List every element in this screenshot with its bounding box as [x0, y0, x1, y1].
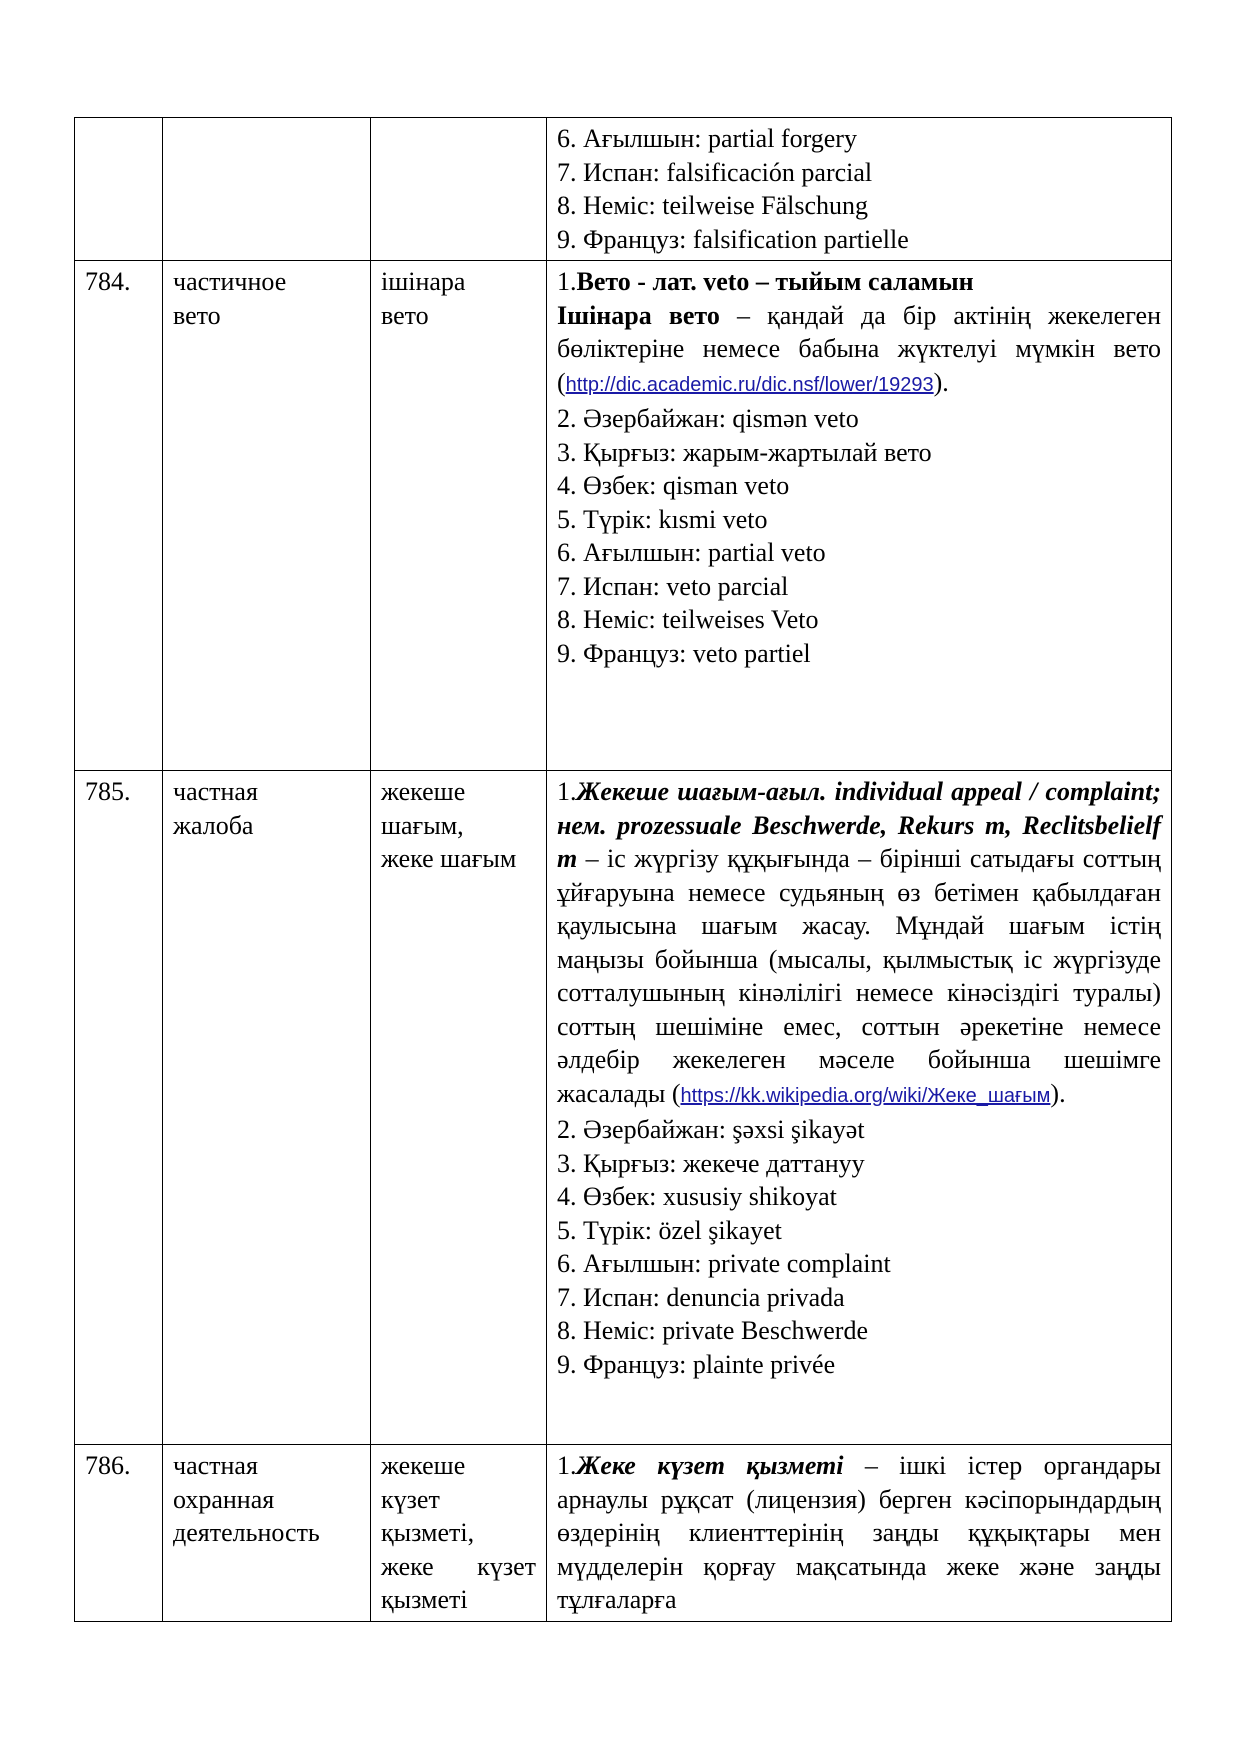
translation-line: 3. Қырғыз: жекече даттануу: [557, 1148, 865, 1178]
definition-heading: Жеке күзет қызметі: [576, 1451, 844, 1480]
definition-cell: [547, 1445, 1172, 1622]
definition-heading: Вето - лат. veto – тыйым саламын: [576, 267, 974, 296]
russian-term: частная жалоба: [163, 771, 371, 1445]
definition-heading: Жекеше шағым-ағыл. individual appeal / complaint; нем. prozessuale Beschwerde, Rekurs m, Reclitsbelielf m: [557, 777, 1161, 873]
translation-line: 7. Испан: veto parcial: [557, 571, 789, 601]
kazakh-term: [371, 118, 547, 261]
translation-line: 2. Әзербайжан: qismən veto: [557, 404, 859, 433]
dictionary-table: [74, 117, 1172, 1622]
entry-number: 785.: [75, 771, 163, 1445]
translation-line: 9. Француз: falsification partielle: [557, 224, 909, 254]
translation-line: 8. Неміс: private Beschwerde: [557, 1316, 868, 1345]
translation-line: 5. Түрік: özel şikayet: [557, 1215, 782, 1245]
translation-line: 9. Француз: veto partiel: [557, 638, 811, 668]
translation-line: 4. Өзбек: xususiy shikoyat: [557, 1182, 837, 1211]
kazakh-term: ішінара вето: [371, 261, 547, 771]
definition-cell: [547, 261, 1172, 771]
definition-term: Ішінара вето: [557, 300, 720, 330]
russian-term: частная охранная деятельность: [163, 1445, 371, 1622]
translation-line: 9. Француз: plainte privée: [557, 1349, 836, 1379]
definition-cell: [547, 771, 1172, 1445]
russian-term: [163, 118, 371, 261]
source-link[interactable]: https://kk.wikipedia.org/wiki/Жеке_шағым: [680, 1084, 1051, 1107]
definition-text: 1.Жеке күзет қызметі – ішкі істер органдары арнаулы рұқсат (лицензия) берген кәсіпорындардың өздерінің клиенттерінің заңды құқықтары мен мүдделерін қорғау мақсатында жеке және заңды тұлғаларға: [557, 1451, 1161, 1614]
translation-line: 8. Неміс: teilweises Veto: [557, 605, 819, 634]
translation-line: 3. Қырғыз: жарым-жартылай вето: [557, 437, 932, 467]
source-link[interactable]: http://dic.academic.ru/dic.nsf/lower/19293: [565, 373, 934, 396]
entry-number: [75, 118, 163, 261]
table-row: [75, 261, 1172, 771]
entry-number: 784.: [75, 261, 163, 771]
russian-term: частичное вето: [163, 261, 371, 771]
definition-text: 1.Жекеше шағым-ағыл. individual appeal / complaint; нем. prozessuale Beschwerde, Rekurs m, Reclitsbelielf m – іс жүргізу құқығында – бірінші сатыдағы соттың ұйғаруына немесе судьяның өз бетімен қабылдаған қаулысына шағым жасау. Мұндай шағым істің маңызы бойынша (мысалы, қылмыстық іс жүргізуде сотталушының кінәлілігі немесе кінәсіздігі туралы) соттың шешіміне емес, соттын әрекетіне немесе әлдебір жекелеген мәселе бойынша шешімге жасалады (https://kk.wikipedia.org/wiki/Жеке_шағым).: [557, 777, 1161, 1108]
table-row: [75, 1445, 1172, 1622]
table-row: [75, 771, 1172, 1445]
translation-line: 6. Ағылшын: partial forgery: [557, 124, 857, 153]
entry-number: 786.: [75, 1445, 163, 1622]
translation-line: 6. Ағылшын: partial veto: [557, 538, 826, 567]
translation-line: 5. Түрік: kısmi veto: [557, 504, 768, 534]
definition-cell: [547, 118, 1172, 261]
translation-line: 4. Өзбек: qisman veto: [557, 471, 790, 500]
translation-line: 7. Испан: denuncia privada: [557, 1282, 845, 1312]
definition-text: 1.Вето - лат. veto – тыйым саламын Ішінара вето – қандай да бір актінің жекелеген бөліктеріне немесе бабына жүктелуі мүмкін вето (http://dic.academic.ru/dic.nsf/lower/19293).: [557, 267, 1161, 397]
kazakh-term: жекеше күзет қызметі, жеке күзет қызметі: [371, 1445, 547, 1622]
translation-line: 8. Неміс: teilweise Fälschung: [557, 191, 869, 220]
translation-line: 7. Испан: falsificación parcial: [557, 157, 873, 187]
kazakh-term: жекеше шағым, жеке шағым: [371, 771, 547, 1445]
table-row: [75, 118, 1172, 261]
translation-line: 2. Әзербайжан: şəxsi şikayət: [557, 1115, 865, 1144]
translation-line: 6. Ағылшын: private complaint: [557, 1249, 891, 1278]
